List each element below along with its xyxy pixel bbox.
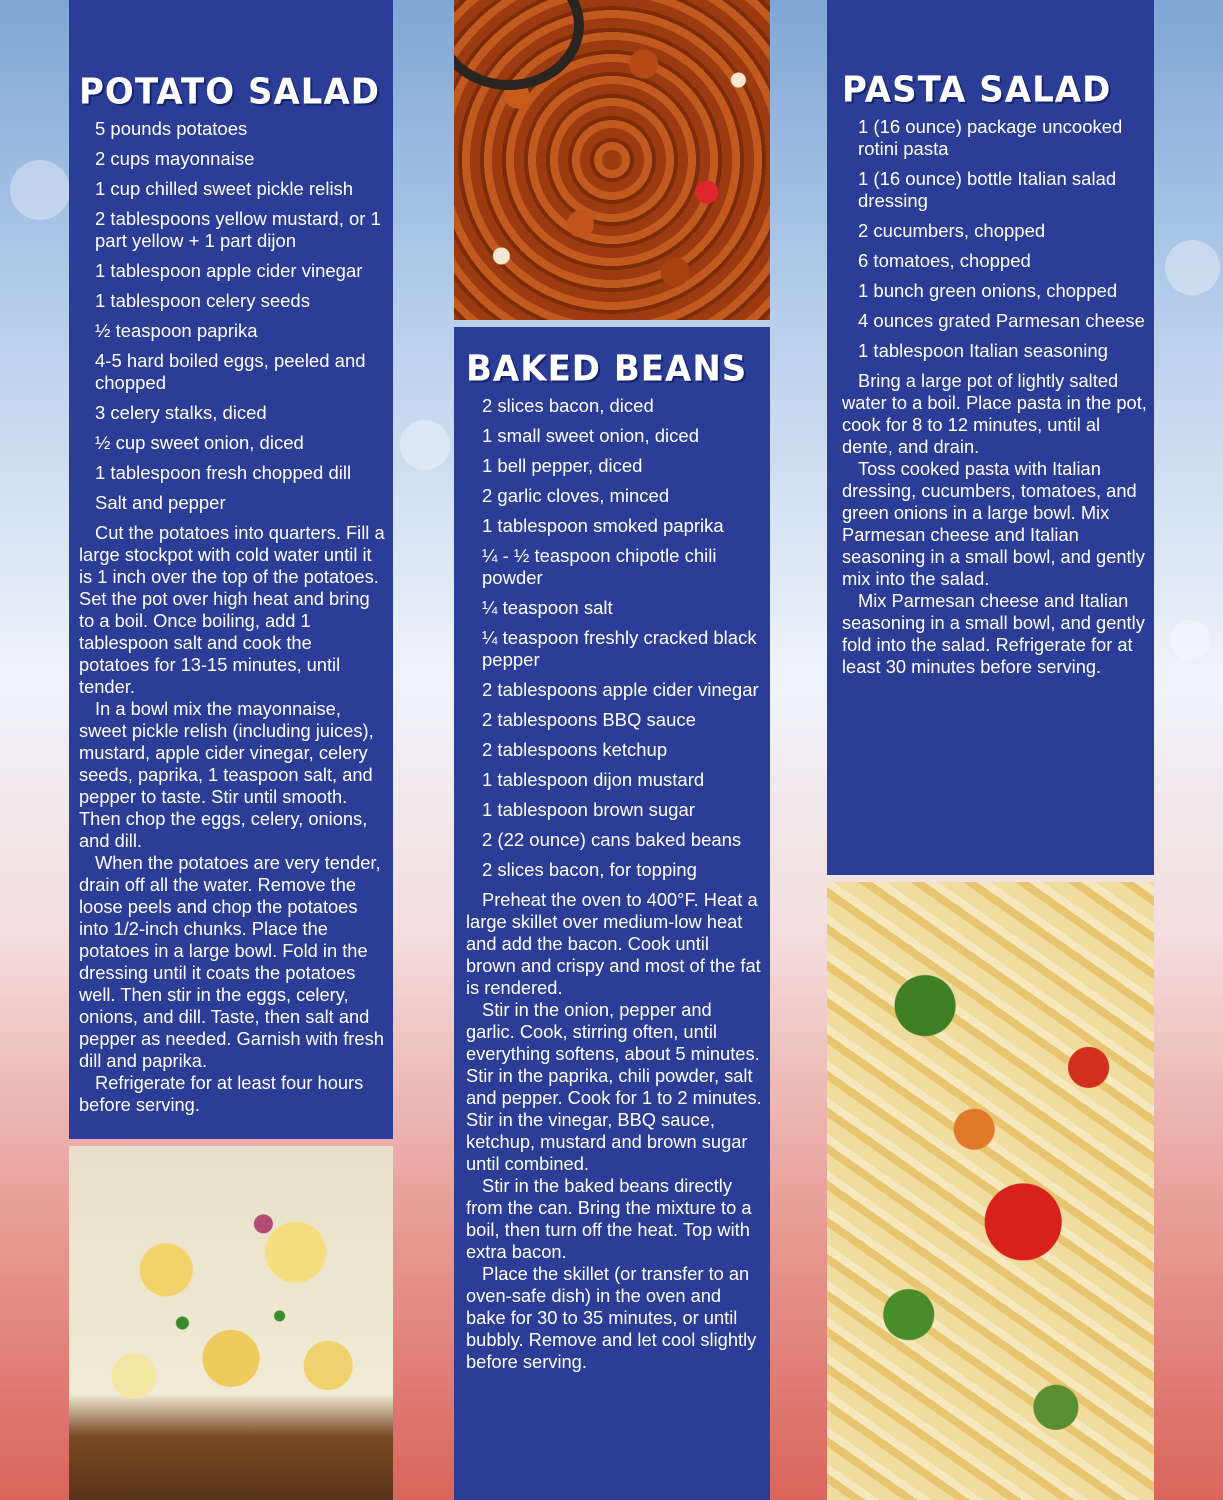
direction-paragraph: Toss cooked pasta with Italian dressing, cucumbers, tomatoes, and green onions in a large bowl. Mix Parmesan cheese and Italian seasoning in a small bowl, and gently mix into the salad.: [842, 458, 1145, 589]
baked-beans-panel: [454, 327, 770, 1500]
ingredient: 2 slices bacon, diced: [482, 395, 654, 416]
direction-paragraph: Cut the potatoes into quarters. Fill a large stockpot with cold water until it is 1 inch over the top of the potatoes. Set the pot over high heat and bring to a boil. Once boiling, add 1 tablespoon salt and cook the potatoes for 13-15 minutes, until tender.: [79, 522, 385, 697]
beans-ingredients: [466, 395, 762, 881]
ingredient: 2 tablespoons yellow mustard, or 1 part yellow + 1 part dijon: [95, 208, 381, 251]
ingredient: 1 tablespoon celery seeds: [95, 290, 310, 311]
potato-salad-photo: [69, 1146, 393, 1500]
ingredient: 1 small sweet onion, diced: [482, 425, 699, 446]
baked-beans-title: BAKED BEANS: [466, 348, 748, 390]
pasta-salad-panel: [827, 0, 1154, 875]
ingredient: ¼ teaspoon freshly cracked black pepper: [482, 627, 757, 670]
ingredient: 3 celery stalks, diced: [95, 402, 267, 423]
potato-salad-title: POTATO SALAD: [79, 71, 380, 113]
ingredient: 1 tablespoon smoked paprika: [482, 515, 724, 536]
ingredient: 1 tablespoon brown sugar: [482, 799, 695, 820]
ingredient: 4 ounces grated Parmesan cheese: [858, 310, 1145, 331]
ingredient: 1 (16 ounce) package uncooked rotini pasta: [858, 116, 1123, 159]
ingredient: ½ cup sweet onion, diced: [95, 432, 304, 453]
direction-paragraph: Stir in the onion, pepper and garlic. Cook, stirring often, until everything softens, about 5 minutes. Stir in the paprika, chili powder, salt and pepper. Cook for 1 to 2 minutes. Stir in the vinegar, BBQ sauce, ketchup, mustard and brown sugar until combined.: [466, 999, 762, 1174]
ingredient: 1 tablespoon apple cider vinegar: [95, 260, 363, 281]
direction-paragraph: When the potatoes are very tender, drain off all the water. Remove the loose peels and chop the potatoes into 1/2-inch chunks. Place the potatoes in a large bowl. Fold in the dressing until it coats the potatoes well. Then stir in the eggs, celery, onions, and dill. Taste, then salt and pepper as needed. Garnish with fresh dill and paprika.: [79, 852, 384, 1071]
skillet-edge: [454, 0, 584, 90]
bokeh-light: [1165, 240, 1220, 295]
ingredient: 1 tablespoon fresh chopped dill: [95, 462, 352, 483]
potato-salad-panel: [69, 0, 393, 1139]
bokeh-light: [400, 420, 450, 470]
ingredient: 2 tablespoons ketchup: [482, 739, 668, 760]
ingredient: 1 bell pepper, diced: [482, 455, 643, 476]
direction-paragraph: Refrigerate for at least four hours before serving.: [79, 1072, 364, 1115]
direction-paragraph: Bring a large pot of lightly salted water to a boil. Place pasta in the pot, cook for 8 to 12 minutes, until al dente, and drain.: [842, 370, 1147, 457]
ingredient: 4-5 hard boiled eggs, peeled and chopped: [95, 350, 366, 393]
ingredient: ¼ - ½ teaspoon chipotle chili powder: [482, 545, 717, 588]
ingredient: 2 (22 ounce) cans baked beans: [482, 829, 742, 850]
ingredient: 1 tablespoon dijon mustard: [482, 769, 705, 790]
ingredient: 5 pounds potatoes: [95, 118, 248, 139]
ingredient: 1 cup chilled sweet pickle relish: [95, 178, 354, 199]
direction-paragraph: Stir in the baked beans directly from the can. Bring the mixture to a boil, then turn off the heat. Top with extra bacon.: [466, 1175, 752, 1262]
ingredient: ¼ teaspoon salt: [482, 597, 613, 618]
pasta-salad-title: PASTA SALAD: [842, 69, 1112, 111]
ingredient: 2 tablespoons apple cider vinegar: [482, 679, 759, 700]
pasta-salad-photo: [827, 882, 1154, 1500]
ingredient: 1 (16 ounce) bottle Italian salad dressing: [858, 168, 1117, 211]
ingredient: 2 slices bacon, for topping: [482, 859, 697, 880]
ingredient: 2 tablespoons BBQ sauce: [482, 709, 696, 730]
ingredient: 2 cups mayonnaise: [95, 148, 255, 169]
ingredient: 2 cucumbers, chopped: [858, 220, 1046, 241]
bokeh-light: [10, 160, 70, 220]
direction-paragraph: Place the skillet (or transfer to an oven-safe dish) in the oven and bake for 30 to 35 minutes, or until bubbly. Remove and let cool slightly before serving.: [466, 1263, 757, 1372]
baked-beans-photo: [454, 0, 770, 320]
bokeh-light: [1170, 620, 1210, 660]
pasta-ingredients: [842, 116, 1148, 362]
ingredient: Salt and pepper: [95, 492, 226, 513]
direction-paragraph: Preheat the oven to 400°F. Heat a large skillet over medium-low heat and add the bacon. Cook until brown and crispy and most of the fat is rendered.: [466, 889, 761, 998]
direction-paragraph: Mix Parmesan cheese and Italian seasoning in a small bowl, and gently fold into the salad. Refrigerate for at least 30 minutes before serving.: [842, 590, 1145, 677]
ingredient: 6 tomatoes, chopped: [858, 250, 1031, 271]
direction-paragraph: In a bowl mix the mayonnaise, sweet pickle relish (including juices), mustard, apple cider vinegar, celery seeds, paprika, 1 teaspoon salt, and pepper to taste. Stir until smooth. Then chop the eggs, celery, onions, and dill.: [79, 698, 374, 851]
potato-ingredients: [79, 118, 385, 514]
ingredient: 1 bunch green onions, chopped: [858, 280, 1118, 301]
ingredient: 1 tablespoon Italian seasoning: [858, 340, 1108, 361]
ingredient: 2 garlic cloves, minced: [482, 485, 670, 506]
ingredient: ½ teaspoon paprika: [95, 320, 258, 341]
